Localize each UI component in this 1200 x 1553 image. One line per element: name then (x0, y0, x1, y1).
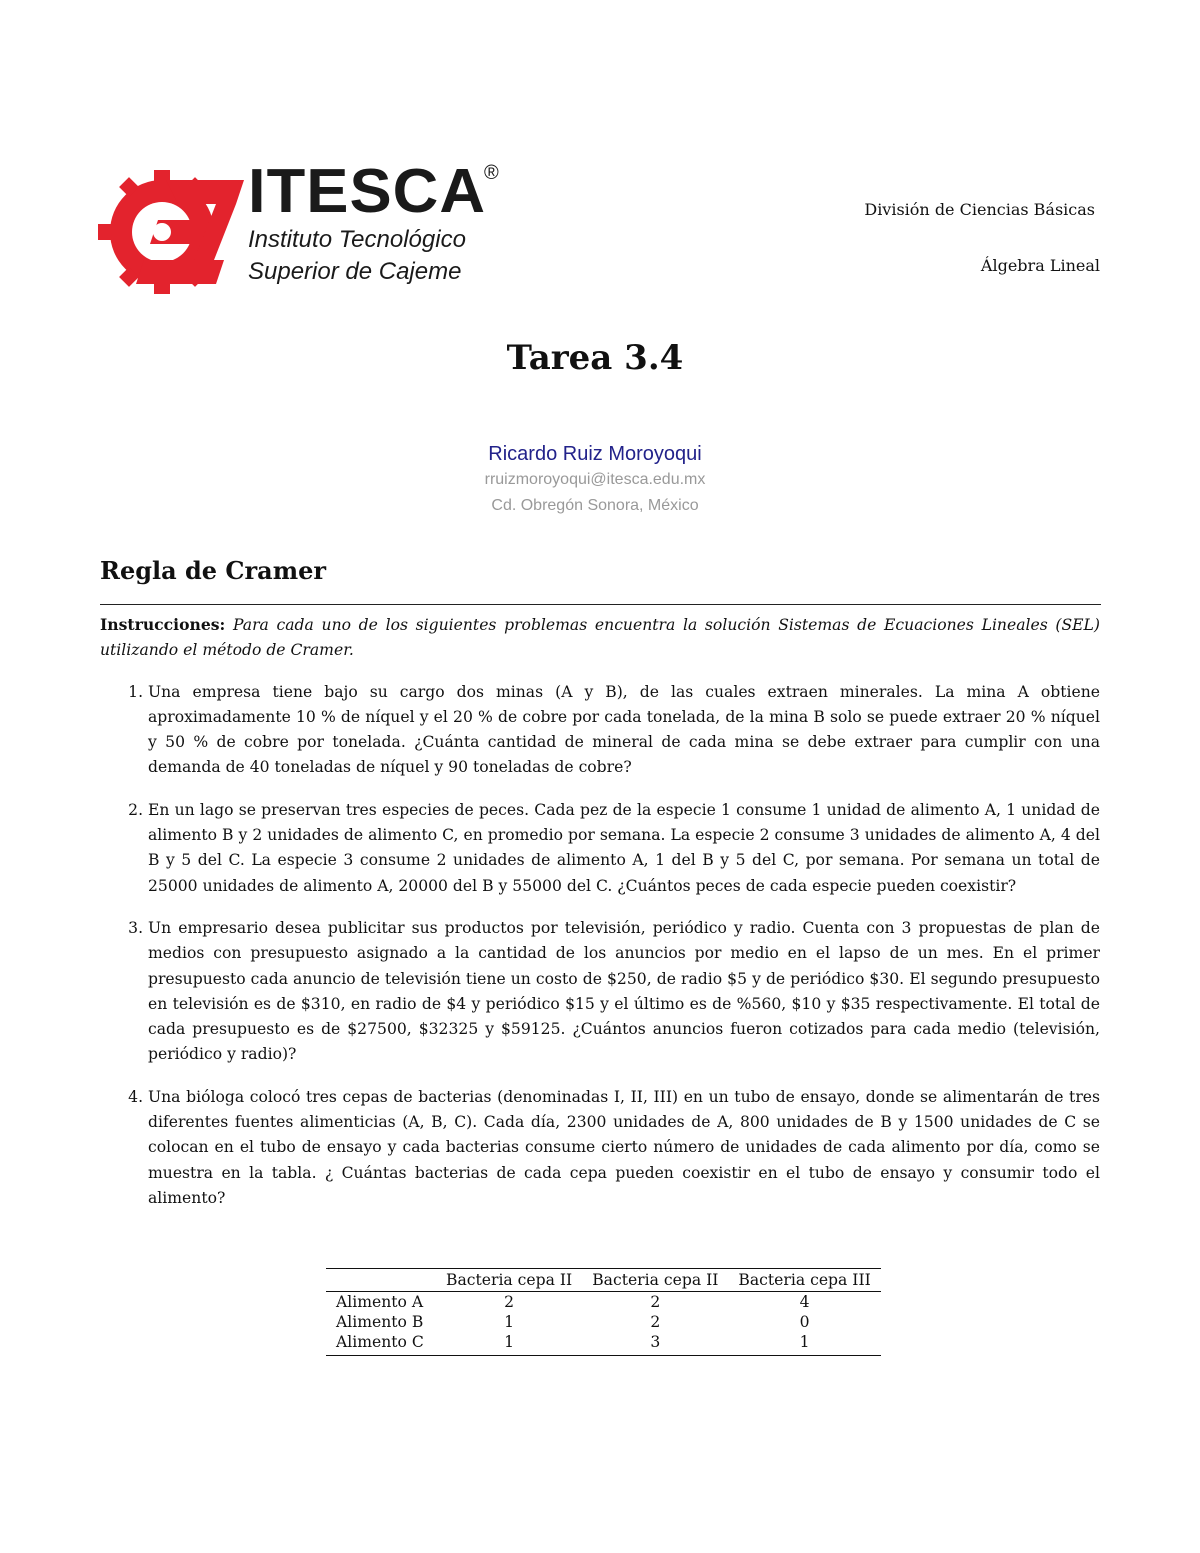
table-cell: Alimento A (336, 1293, 424, 1311)
instructions (100, 612, 1100, 664)
table-cell: 4 (799, 1293, 810, 1311)
table-header-cell: Bacteria cepa II (582, 1269, 728, 1292)
homework-content (100, 612, 1100, 1228)
bacteria-table (326, 1268, 881, 1356)
logo-subtitle-line2: Superior de Cajeme (248, 258, 462, 285)
table-cell: 2 (650, 1293, 661, 1311)
problem-item: 2. En un lago se preservan tres especies de peces. Cada pez de la especie 1 consume 1 unidad de alimento A, 1 unidad de alimento B y 2 unidades de alimento C, en promedio por semana. La especie 2 consume 3 unidades de alimento A, 4 del B y 5 del C. La especie 3 consume 2 unidades de alimento A, 1 del B y 5 del C, por semana. Por semana un total de 25000 unidades de alimento A, 20000 del B y 55000 del C. ¿Cuántos peces de cada especie pueden coexistir? (148, 798, 1100, 899)
problem-list (100, 680, 1100, 1212)
problem-item: 4. Una bióloga colocó tres cepas de bacterias (denominadas I, II, III) en un tubo de ensayo, donde se alimentarán de tres diferentes fuentes alimenticias (A, B, C). Cada día, 2300 unidades de A, 800 unidades de B y 1500 unidades de C se colocan en el tubo de ensayo y cada bacterias consume cierto número de unidades de cada alimento por día, como se muestra en la tabla. ¿ Cuántas bacterias de cada cepa pueden coexistir en el tubo de ensayo y consumir todo el alimento? (148, 1085, 1100, 1211)
author-email: rruizmoroyoqui@itesca.edu.mx (484, 471, 706, 488)
table-row (326, 1312, 881, 1332)
instructions-label: Instrucciones: (100, 615, 226, 634)
table-row (326, 1292, 881, 1313)
division-label: División de Ciencias Básicas (864, 200, 1095, 219)
registered-mark: ® (484, 162, 499, 184)
table-header-cell (326, 1269, 436, 1292)
author-location: Cd. Obregón Sonora, México (491, 497, 699, 514)
author-name: Ricardo Ruiz Moroyoqui (488, 443, 702, 465)
table-cell: 1 (504, 1313, 515, 1331)
logo-wordmark: ITESCA (248, 157, 487, 226)
table-cell: 1 (728, 1332, 880, 1356)
table-cell: Alimento B (336, 1313, 424, 1331)
table-cell: 0 (799, 1313, 810, 1331)
subject-label: Álgebra Lineal (980, 256, 1100, 275)
section-title: Regla de Cramer (100, 556, 327, 585)
document-title: Tarea 3.4 (506, 338, 684, 378)
table-cell: Alimento C (326, 1332, 436, 1356)
table-row (326, 1332, 881, 1356)
table-header-cell: Bacteria cepa II (436, 1269, 582, 1292)
logo-subtitle-line1: Instituto Tecnológico (248, 226, 466, 253)
table-header-cell: Bacteria cepa III (728, 1269, 880, 1292)
table-cell: 2 (504, 1293, 515, 1311)
instructions-text: Para cada uno de los siguientes problemas encuentra la solución Sistemas de Ecuaciones Lineales (SEL) utilizando el método de Cramer. (100, 616, 1100, 660)
section-divider (100, 604, 1101, 605)
problem-item: 3. Un empresario desea publicitar sus productos por televisión, periódico y radio. Cuenta con 3 propuestas de plan de medios con presupuesto asignado a la cantidad de los anuncios por medio en el lapso de un mes. En el primer presupuesto cada anuncio de televisión tiene un costo de $250, de radio $5 y de periódico $30. El segundo presupuesto en televisión es de $310, en radio de $4 y periódico $15 y el último es de %560, $10 y $35 respectivamente. El total de cada presupuesto es de $27500, $32325 y $59125. ¿Cuántos anuncios fueron cotizados para cada medio (televisión, periódico y radio)? (148, 916, 1100, 1068)
table-cell: 3 (582, 1332, 728, 1356)
table-cell: 1 (436, 1332, 582, 1356)
itesca-logo (96, 157, 516, 300)
problem-item: 1. Una empresa tiene bajo su cargo dos minas (A y B), de las cuales extraen minerales. La mina A obtiene aproximadamente 10 % de níquel y el 20 % de cobre por cada tonelada, de la mina B solo se puede extraer 20 % níquel y 50 % de cobre por tonelada. ¿Cuánta cantidad de mineral de cada mina se debe extraer para cumplir con una demanda de 40 toneladas de níquel y 90 toneladas de cobre? (148, 680, 1100, 781)
table-cell: 2 (650, 1313, 661, 1331)
gear-logo-icon (96, 166, 246, 298)
table-header-row (326, 1269, 881, 1292)
